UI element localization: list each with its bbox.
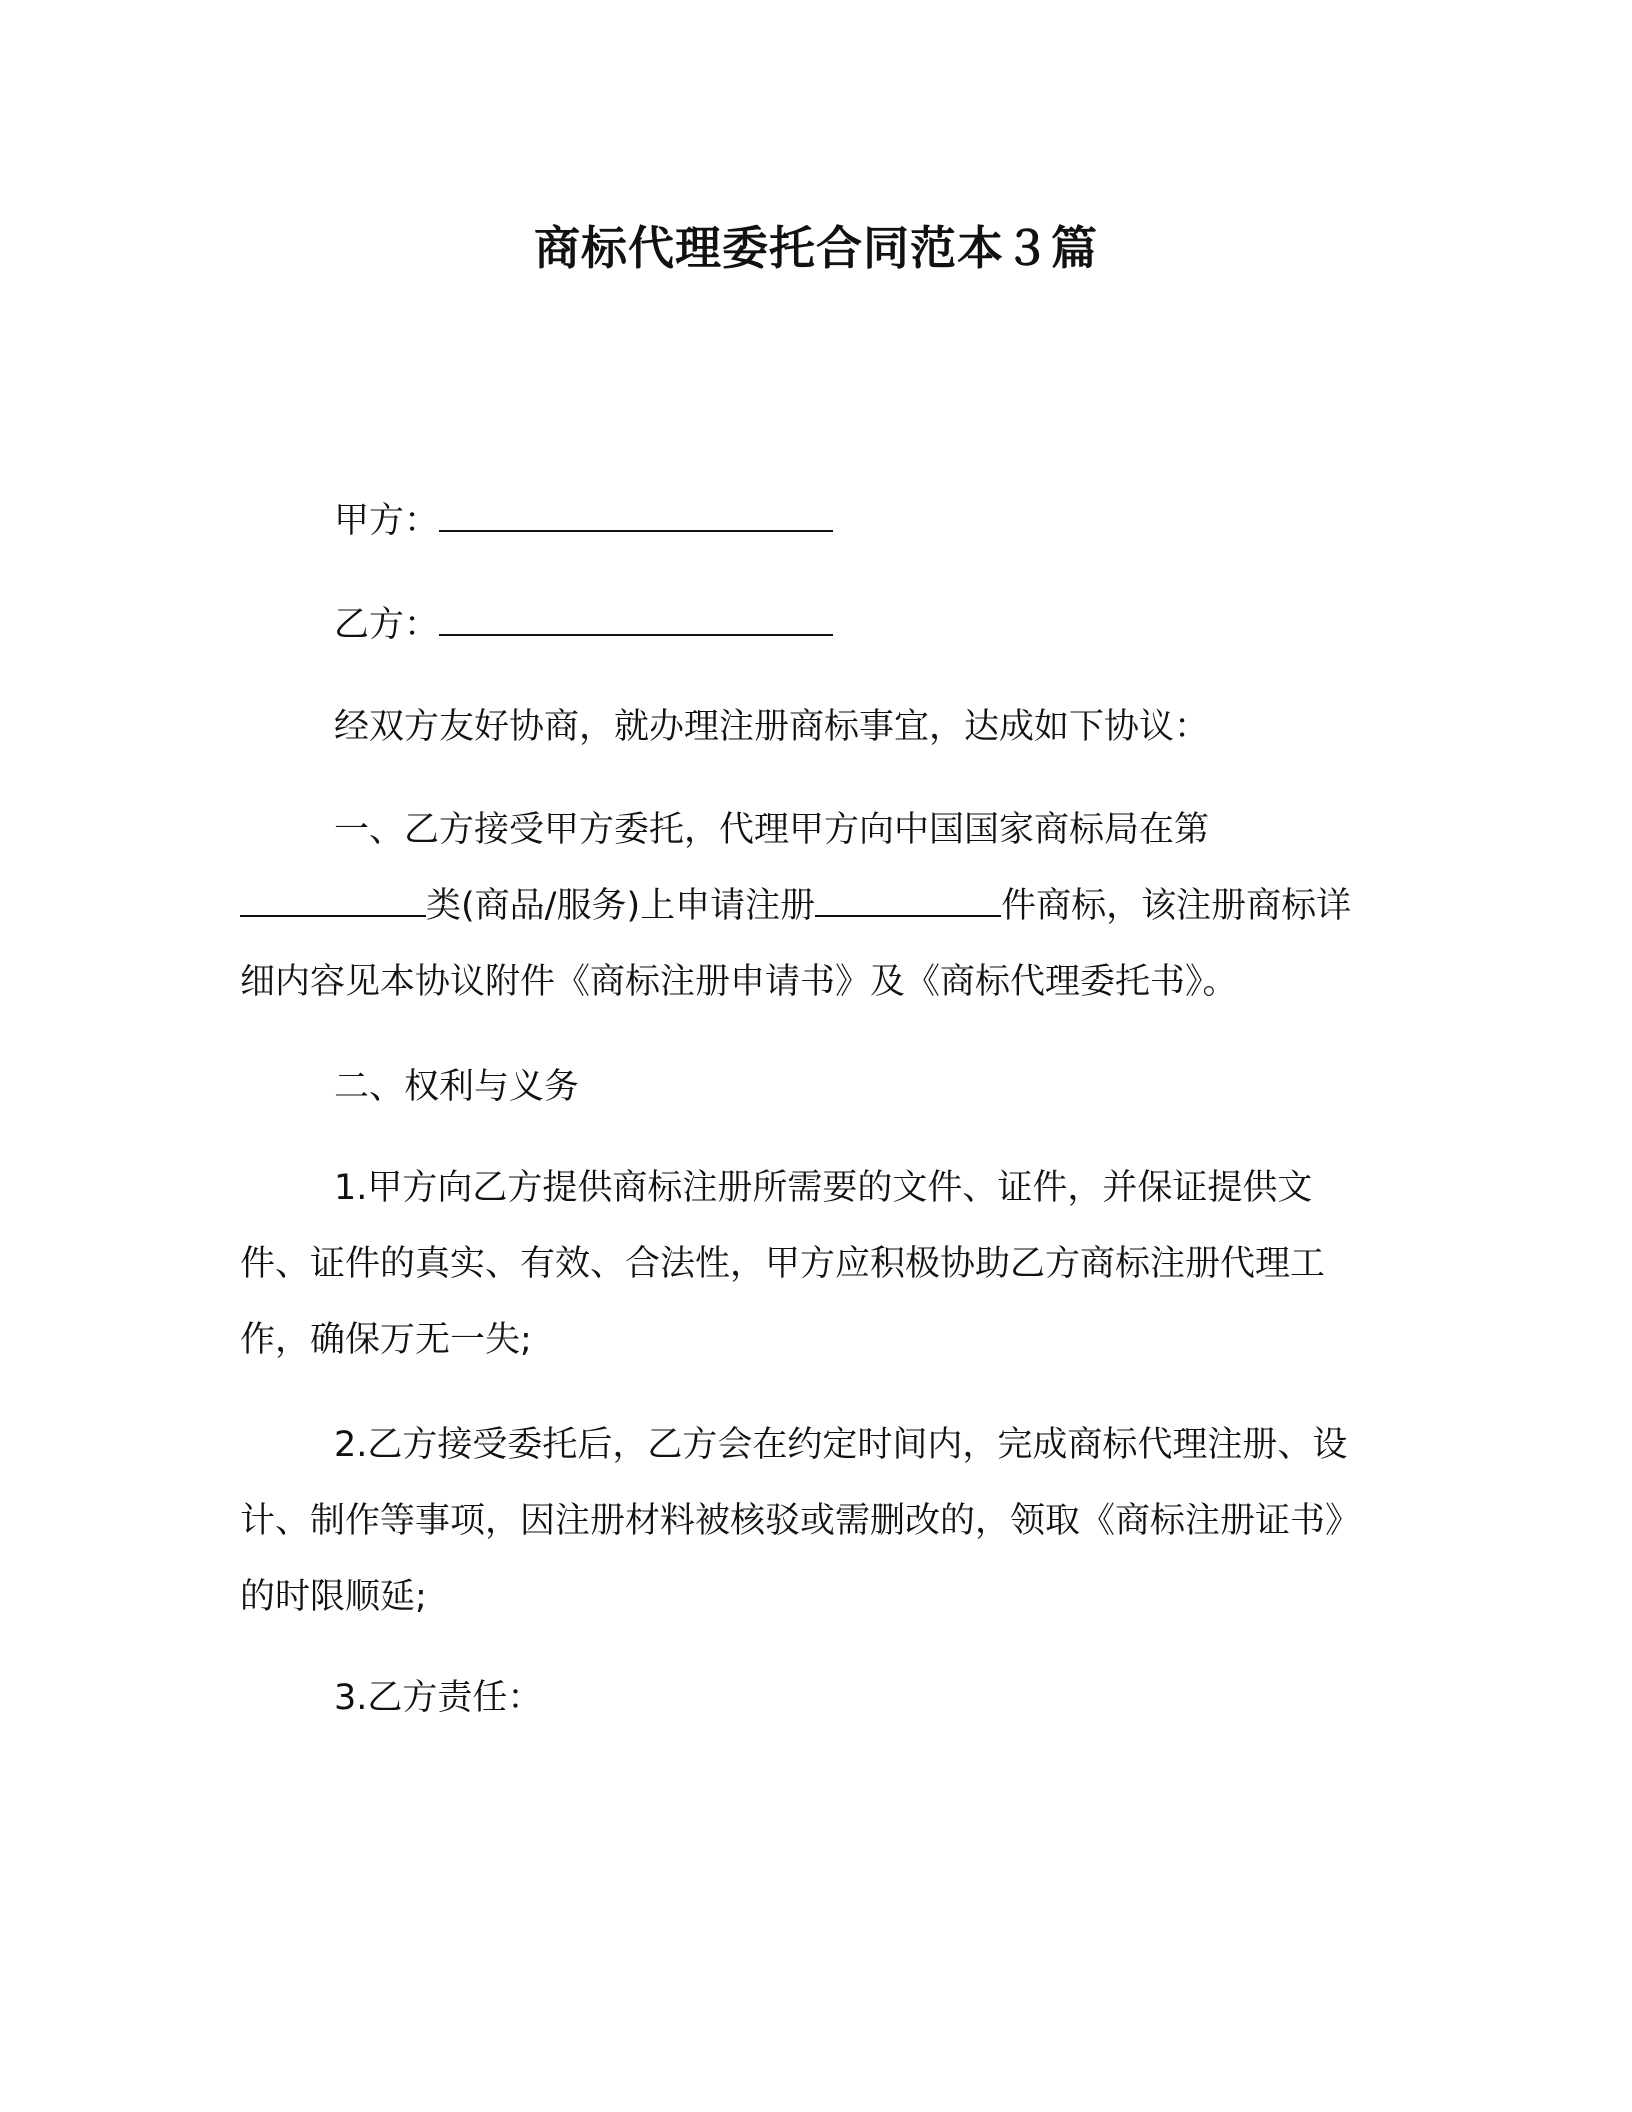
intro-paragraph [334,702,1209,752]
section-2-heading-text: 二、权利与义务 [334,1067,580,1107]
clause-1-text-a: 一、乙方接受甲方委托，代理甲方向中国国家商标局在第 [334,810,1210,850]
party-a-blank [439,496,833,532]
item-3-heading [334,1673,542,1723]
document-title: 商标代理委托合同范本３篇 [534,221,1098,275]
item-1-paragraph: 1.甲方向乙方提供商标注册所需要的文件、证件，并保证提供文件、证件的真实、有效、合法性，甲方应积极协助乙方商标注册代理工作，确保万无一失; [240,1168,1326,1360]
party-b-label: 乙方： [334,605,440,645]
party-b-line [334,600,833,650]
clause-1-text-b: 类(商品/服务)上申请注册 [426,886,816,926]
trademark-count-blank [815,881,1001,917]
party-a-label: 甲方： [334,501,440,541]
clause-1-paragraph [240,792,1380,1020]
item-2-paragraph: 2.乙方接受委托后，乙方会在约定时间内，完成商标代理注册、设计、制作等事项，因注册材料被核驳或需删改的，领取《商标注册证书》的时限顺延; [240,1425,1361,1617]
section-2-heading [334,1062,579,1112]
class-number-blank [240,881,426,917]
party-b-blank [439,600,833,636]
intro-text: 经双方友好协商，就办理注册商标事宜，达成如下协议： [334,707,1210,747]
clause-1-text-c: 件商标，该注册商标详细内容见本协议附件《商标注册申请书》及《商标代理委托书》。 [240,886,1352,1002]
party-a-line [334,496,833,546]
item-3-text: 3.乙方责任： [334,1678,543,1718]
